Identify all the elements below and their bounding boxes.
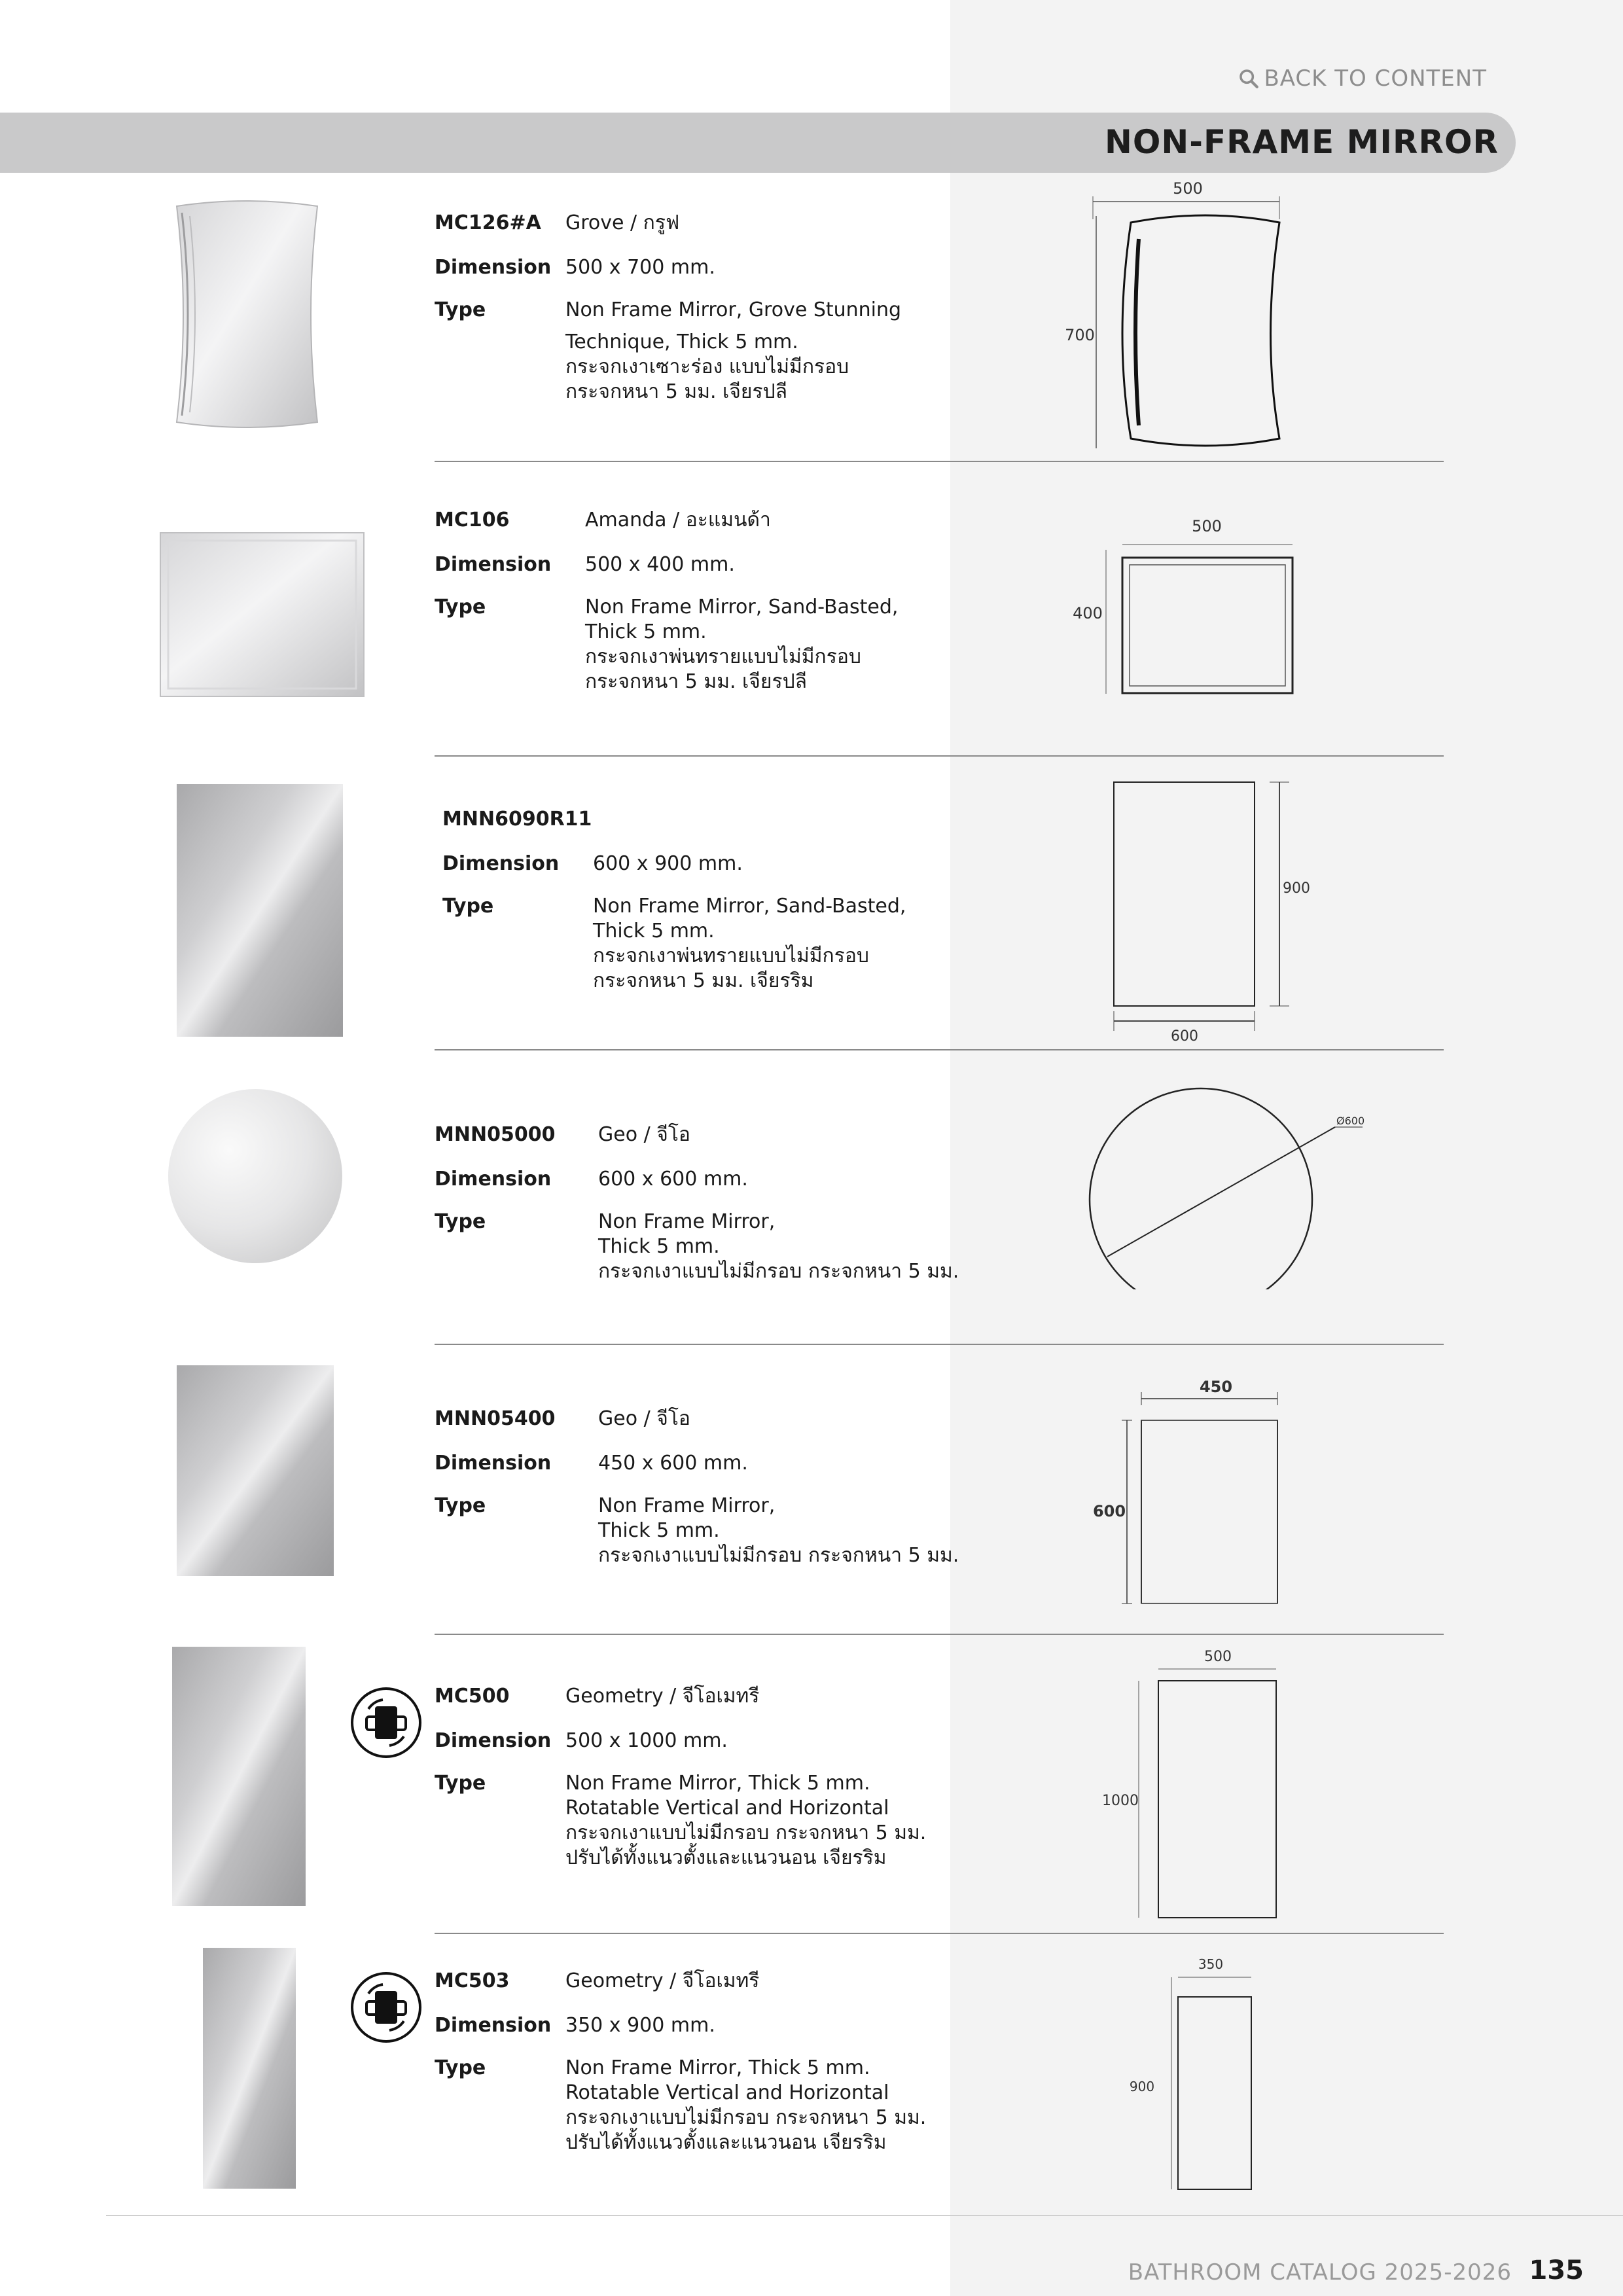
product-divider (435, 1634, 1444, 1635)
section-title-bar (0, 113, 1516, 173)
type-line: กระจกเงาพ่นทรายแบบไม่มีกรอบ (585, 645, 861, 668)
dimension-label: Dimension (435, 2014, 552, 2037)
dimension-label: Dimension (435, 1168, 552, 1191)
type-line: Non Frame Mirror, Grove Stunning (565, 298, 902, 321)
type-line: Non Frame Mirror, Sand-Basted, (585, 596, 899, 619)
type-line: Rotatable Vertical and Horizontal (565, 2081, 889, 2104)
back-to-content-label: BACK TO CONTENT (1264, 65, 1487, 92)
type-label: Type (435, 298, 486, 321)
type-line: Thick 5 mm. (585, 620, 707, 643)
technical-drawing-mc503 (1113, 1954, 1283, 2196)
rotatable-icon (350, 1687, 422, 1759)
technical-drawing-mc500 (1099, 1643, 1296, 1924)
product-divider (435, 755, 1444, 757)
type-line: Rotatable Vertical and Horizontal (565, 1797, 889, 1820)
dimension-height: 1000 (1102, 1793, 1139, 1809)
dimension-width: 500 (1204, 1649, 1232, 1665)
type-line: กระจกหนา 5 มม. เจียรปลี (585, 670, 807, 693)
product-dimension: 600 x 900 mm. (593, 852, 743, 875)
product-spec-mnn6090r11 (442, 807, 940, 1003)
page-number: 135 (1529, 2255, 1584, 2286)
dimension-width: 500 (1192, 517, 1222, 535)
dimension-width: 500 (1173, 179, 1203, 198)
technical-drawing-mnn05400 (1086, 1371, 1296, 1620)
product-name: Amanda / อะแมนด้า (585, 509, 771, 531)
dimension-diameter: Ø600 (1336, 1115, 1365, 1127)
dimension-height: 900 (1129, 2079, 1155, 2094)
product-dimension: 500 x 700 mm. (565, 256, 715, 279)
dimension-width: 600 (1171, 1028, 1198, 1045)
product-spec-mc503 (435, 1969, 932, 2165)
type-label: Type (435, 1772, 486, 1795)
product-dimension: 600 x 600 mm. (598, 1168, 748, 1191)
dimension-width: 350 (1198, 1956, 1224, 1972)
technical-drawing-mnn6090r11 (1106, 772, 1329, 1047)
product-code: MC106 (435, 509, 510, 531)
dimension-label: Dimension (435, 1452, 552, 1475)
type-label: Type (435, 2056, 486, 2079)
type-line: Non Frame Mirror, (598, 1494, 776, 1517)
type-line: กระจกเงาแบบไม่มีกรอบ กระจกหนา 5 มม. (598, 1544, 959, 1567)
product-dimension: 350 x 900 mm. (565, 2014, 715, 2037)
dimension-height: 400 (1073, 604, 1103, 622)
type-line: Technique, Thick 5 mm. (565, 331, 798, 353)
product-name: Grove / กรูฟ (565, 211, 680, 234)
dimension-height: 600 (1092, 1502, 1126, 1520)
product-spec-mc500 (435, 1684, 932, 1880)
product-spec-mnn05400 (435, 1407, 959, 1577)
type-line: กระจกเงาแบบไม่มีกรอบ กระจกหนา 5 มม. (565, 1821, 927, 1844)
product-image-mc503 (203, 1948, 296, 2189)
product-code: MNN6090R11 (442, 808, 592, 831)
product-code: MC500 (435, 1685, 510, 1708)
product-dimension: 450 x 600 mm. (598, 1452, 748, 1475)
type-label: Type (435, 1210, 486, 1233)
dimension-label: Dimension (435, 553, 552, 576)
type-label: Type (442, 895, 494, 918)
product-spec-mc126a (435, 211, 932, 420)
type-line: กระจกหนา 5 มม. เจียรริม (593, 969, 814, 992)
back-to-content-link[interactable] (1238, 65, 1487, 92)
product-image-mnn05400 (177, 1365, 334, 1576)
type-line: ปรับได้ทั้งแนวตั้งและแนวนอน เจียรริม (565, 1846, 887, 1869)
product-divider (435, 1049, 1444, 1050)
product-code: MC503 (435, 1969, 510, 1992)
type-line: กระจกหนา 5 มม. เจียรปลี (565, 380, 787, 403)
rotatable-icon (350, 1971, 422, 2043)
dimension-label: Dimension (435, 256, 552, 279)
product-code: MC126#A (435, 211, 541, 234)
product-dimension: 500 x 1000 mm. (565, 1729, 728, 1752)
type-label: Type (435, 596, 486, 619)
product-image-mc126a (164, 200, 330, 429)
type-line: กระจกเงาพ่นทรายแบบไม่มีกรอบ (593, 944, 869, 967)
type-line: Thick 5 mm. (598, 1235, 720, 1258)
dimension-height: 900 (1283, 880, 1310, 897)
type-line: Thick 5 mm. (598, 1519, 720, 1542)
product-name: Geo / จีโอ (598, 1407, 690, 1430)
dimension-height: 700 (1065, 326, 1095, 344)
product-name: Geometry / จีโอเมทรี (565, 1969, 760, 1992)
section-title: NON-FRAME MIRROR (1105, 123, 1499, 161)
footer-divider (106, 2215, 1623, 2216)
footer-catalog-title (1128, 2259, 1512, 2286)
product-divider (435, 1933, 1444, 1934)
product-spec-mc106 (435, 508, 932, 704)
product-image-mc106 (159, 531, 365, 698)
type-line: Non Frame Mirror, (598, 1210, 776, 1233)
product-image-mc500 (172, 1647, 306, 1906)
product-spec-mnn05000 (435, 1122, 959, 1293)
catalog-name: BATHROOM CATALOG 2025-2026 (1128, 2259, 1512, 2286)
type-line: กระจกเงาเซาะร่อง แบบไม่มีกรอบ (565, 355, 849, 378)
product-name: Geometry / จีโอเมทรี (565, 1685, 760, 1708)
type-label: Type (435, 1494, 486, 1517)
product-code: MNN05000 (435, 1123, 556, 1146)
product-divider (435, 461, 1444, 462)
dimension-label: Dimension (442, 852, 560, 875)
type-line: Non Frame Mirror, Sand-Basted, (593, 895, 906, 918)
technical-drawing-mnn05000 (1086, 1080, 1374, 1289)
search-icon (1238, 67, 1260, 90)
product-divider (435, 1344, 1444, 1345)
type-line: กระจกเงาแบบไม่มีกรอบ กระจกหนา 5 มม. (598, 1260, 959, 1283)
type-line: Thick 5 mm. (593, 920, 715, 942)
product-image-mnn6090r11 (177, 784, 343, 1037)
type-line: Non Frame Mirror, Thick 5 mm. (565, 1772, 870, 1795)
type-line: กระจกเงาแบบไม่มีกรอบ กระจกหนา 5 มม. (565, 2106, 927, 2129)
product-dimension: 500 x 400 mm. (585, 553, 735, 576)
type-line: Non Frame Mirror, Thick 5 mm. (565, 2056, 870, 2079)
dimension-width: 450 (1199, 1378, 1233, 1396)
technical-drawing-mc126a (1054, 177, 1296, 452)
product-image-mnn05000 (167, 1088, 344, 1265)
dimension-label: Dimension (435, 1729, 552, 1752)
type-line: ปรับได้ทั้งแนวตั้งและแนวนอน เจียรริม (565, 2131, 887, 2154)
product-code: MNN05400 (435, 1407, 556, 1430)
product-name: Geo / จีโอ (598, 1123, 690, 1146)
technical-drawing-mc106 (1067, 511, 1309, 700)
